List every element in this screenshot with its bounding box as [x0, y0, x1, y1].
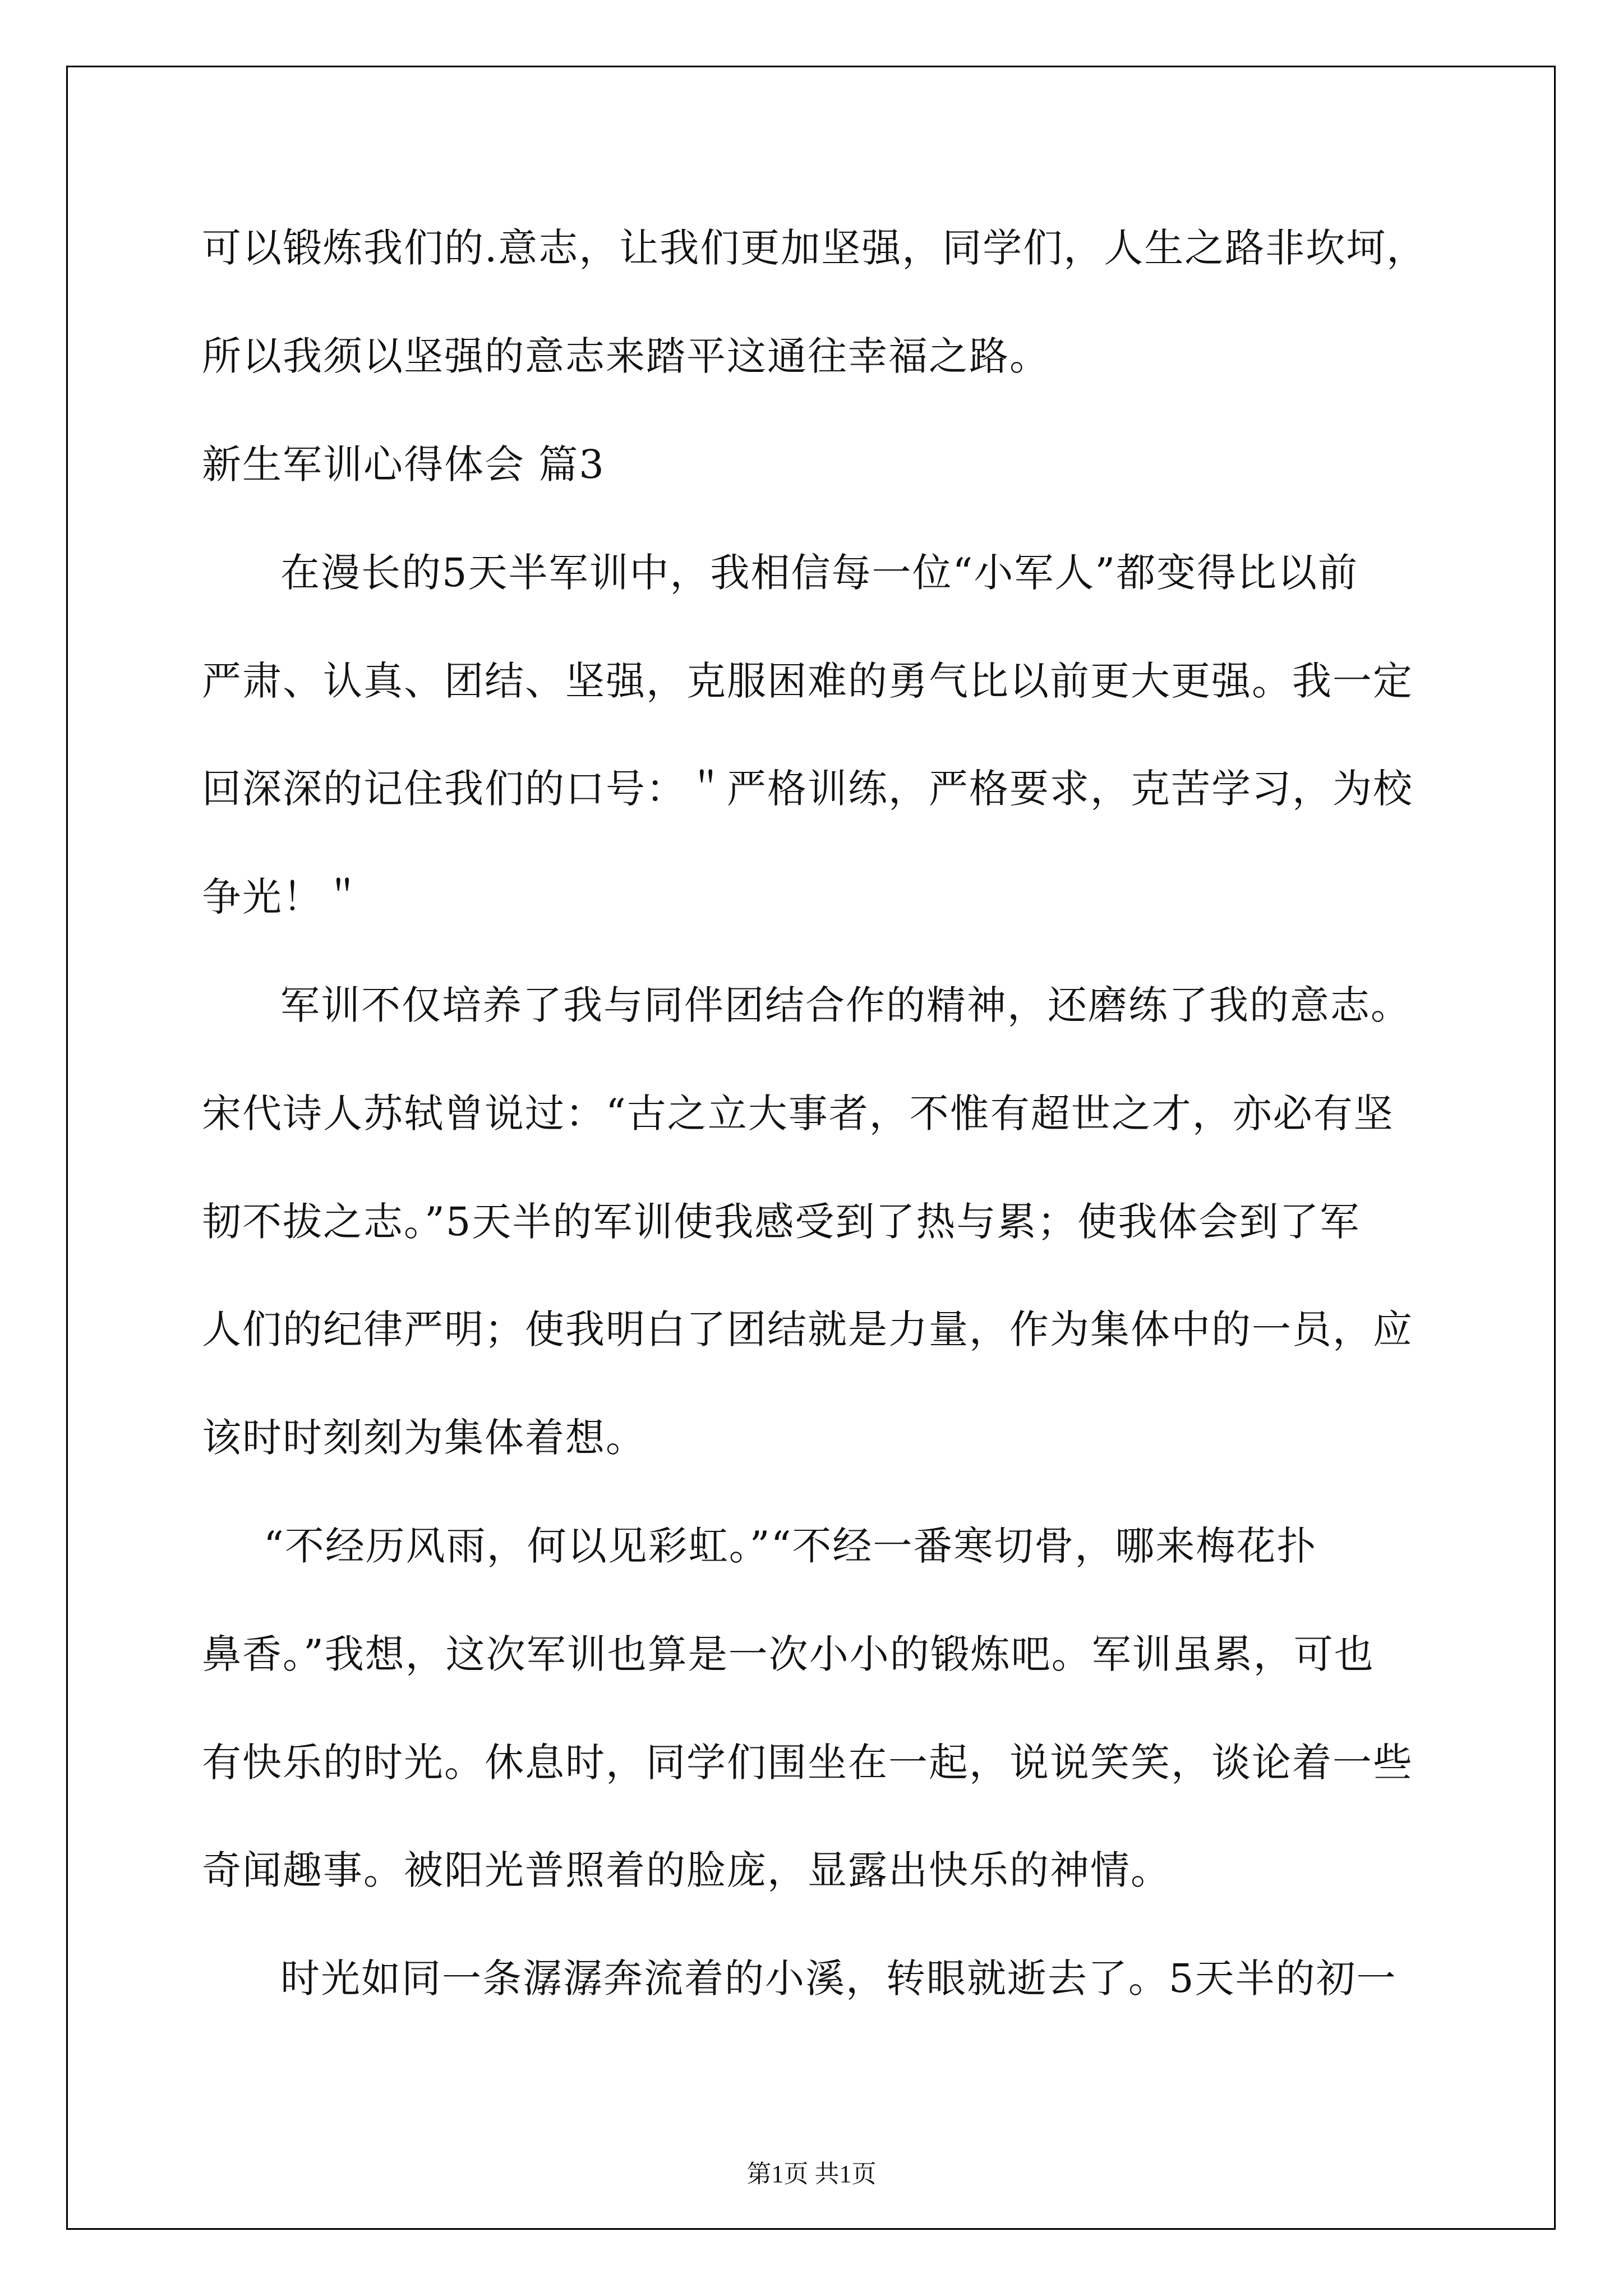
page-footer — [0, 2159, 1623, 2190]
paragraph-line: 鼻香。”我想，这次军训也算是一次小小的锻炼吧。军训虽累，可也 — [202, 1631, 1375, 1677]
paragraph-line: 所以我须以坚强的意志来踏平这通往幸福之路。 — [202, 333, 1050, 379]
paragraph-line: 时光如同一条潺潺奔流着的小溪，转眼就逝去了。5天半的初一 — [280, 1955, 1397, 2001]
paragraph-line: 该时时刻刻为集体着想。 — [202, 1415, 646, 1461]
paragraph-line: 人们的纪律严明；使我明白了团结就是力量，作为集体中的一员，应 — [202, 1306, 1413, 1352]
page-number: 第1页 共1页 — [746, 2160, 877, 2188]
paragraph-line: “不经历风雨，何以见彩虹。”“不经一番寒切骨，哪来梅花扑 — [264, 1523, 1317, 1569]
paragraph-line: 奇闻趣事。被阳光普照着的脸庞，显露出快乐的神情。 — [202, 1847, 1171, 1893]
section-heading: 新生军训心得体会 篇3 — [202, 441, 605, 487]
paragraph-line: 宋代诗人苏轼曾说过：“古之立大事者，不惟有超世之才，亦必有坚 — [202, 1091, 1394, 1137]
paragraph-line: 回深深的记住我们的口号：＂严格训练，严格要求，克苦学习，为校 — [202, 766, 1413, 812]
paragraph-line: 在漫长的5天半军训中，我相信每一位“小军人”都变得比以前 — [280, 550, 1359, 596]
paragraph-line: 严肃、认真、团结、坚强，克服困难的勇气比以前更大更强。我一定 — [202, 658, 1413, 704]
paragraph-line: 争光！＂ — [202, 874, 363, 920]
paragraph-line: 有快乐的时光。休息时，同学们围坐在一起，说说笑笑，谈论着一些 — [202, 1740, 1413, 1786]
page-border — [66, 66, 1556, 2230]
paragraph-line: 韧不拔之志。”5天半的军训使我感受到了热与累；使我体会到了军 — [202, 1199, 1361, 1245]
paragraph-line: 军训不仅培养了我与同伴团结合作的精神，还磨练了我的意志。 — [280, 982, 1411, 1028]
paragraph-line: 可以锻炼我们的.意志，让我们更加坚强，同学们，人生之路非坎坷， — [202, 225, 1427, 271]
